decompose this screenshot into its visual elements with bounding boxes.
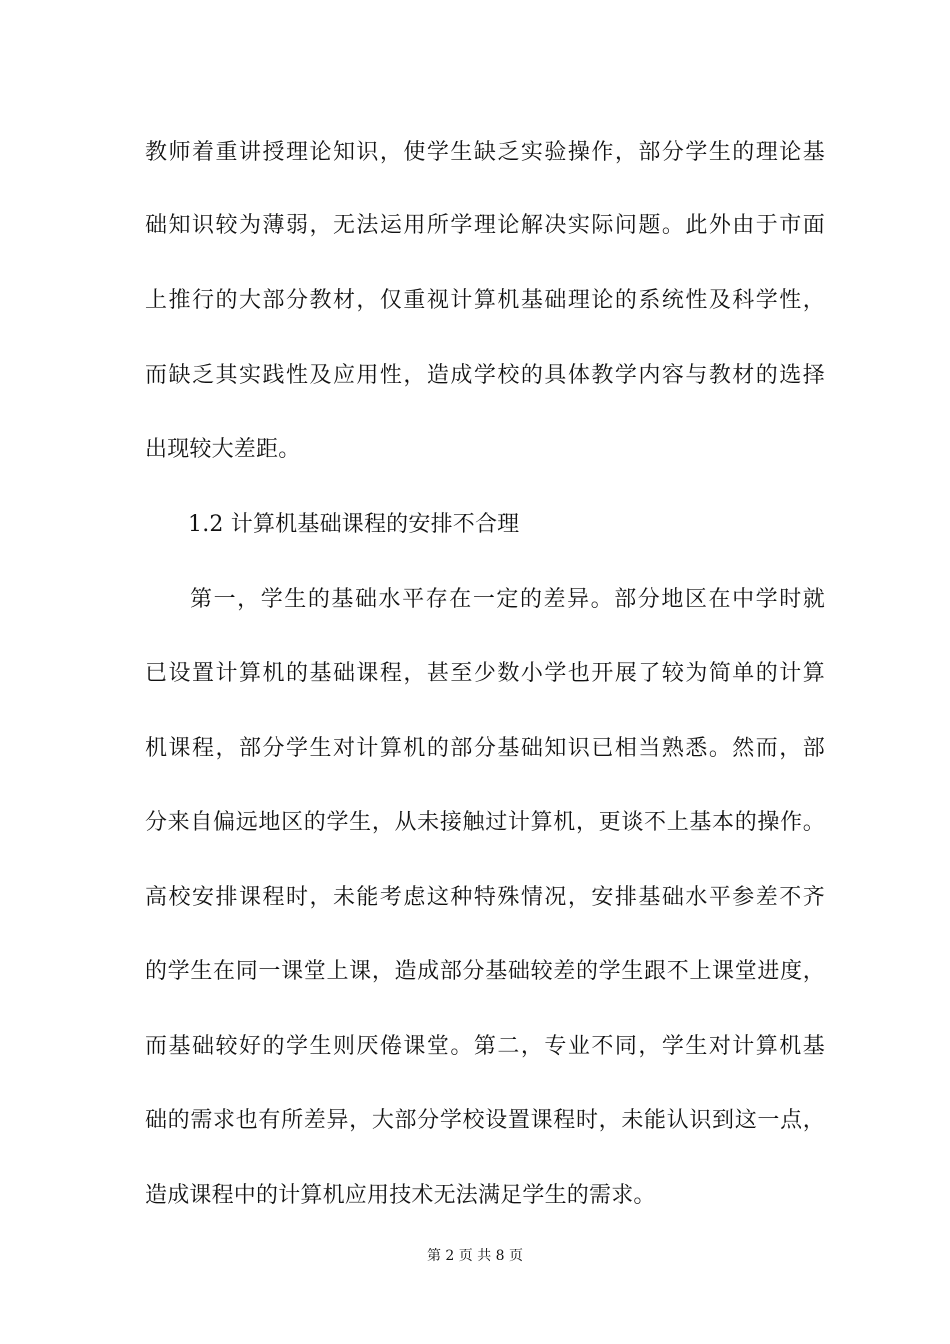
page-number-footer: 第 2 页 共 8 页 bbox=[426, 1248, 524, 1264]
text-line: 础的需求也有所差异，大部分学校设置课程时，未能认识到这一点， bbox=[145, 1108, 825, 1133]
text-line: 分来自偏远地区的学生，从未接触过计算机，更谈不上基本的操作。 bbox=[145, 810, 825, 835]
text-line: 已设置计算机的基础课程，甚至少数小学也开展了较为简单的计算 bbox=[145, 661, 825, 686]
text-line: 而缺乏其实践性及应用性，造成学校的具体教学内容与教材的选择 bbox=[145, 363, 825, 388]
text-line: 造成课程中的计算机应用技术无法满足学生的需求。 bbox=[145, 1183, 656, 1208]
text-line: 出现较大差距。 bbox=[145, 437, 301, 462]
text-line: 第一，学生的基础水平存在一定的差异。部分地区在中学时就 bbox=[190, 587, 825, 612]
text-line: 高校安排课程时，未能考虑这种特殊情况，安排基础水平参差不齐 bbox=[145, 885, 825, 910]
text-line: 教师着重讲授理论知识，使学生缺乏实验操作，部分学生的理论基 bbox=[145, 140, 825, 165]
text-line: 而基础较好的学生则厌倦课堂。第二，专业不同，学生对计算机基 bbox=[145, 1034, 825, 1059]
text-line: 上推行的大部分教材，仅重视计算机基础理论的系统性及科学性， bbox=[145, 288, 825, 313]
section-heading: 1.2 计算机基础课程的安排不合理 bbox=[188, 512, 520, 537]
text-line: 础知识较为薄弱，无法运用所学理论解决实际问题。此外由于市面 bbox=[145, 213, 825, 238]
text-line: 机课程，部分学生对计算机的部分基础知识已相当熟悉。然而，部 bbox=[145, 736, 825, 761]
text-line: 的学生在同一课堂上课，造成部分基础较差的学生跟不上课堂进度， bbox=[145, 959, 825, 984]
